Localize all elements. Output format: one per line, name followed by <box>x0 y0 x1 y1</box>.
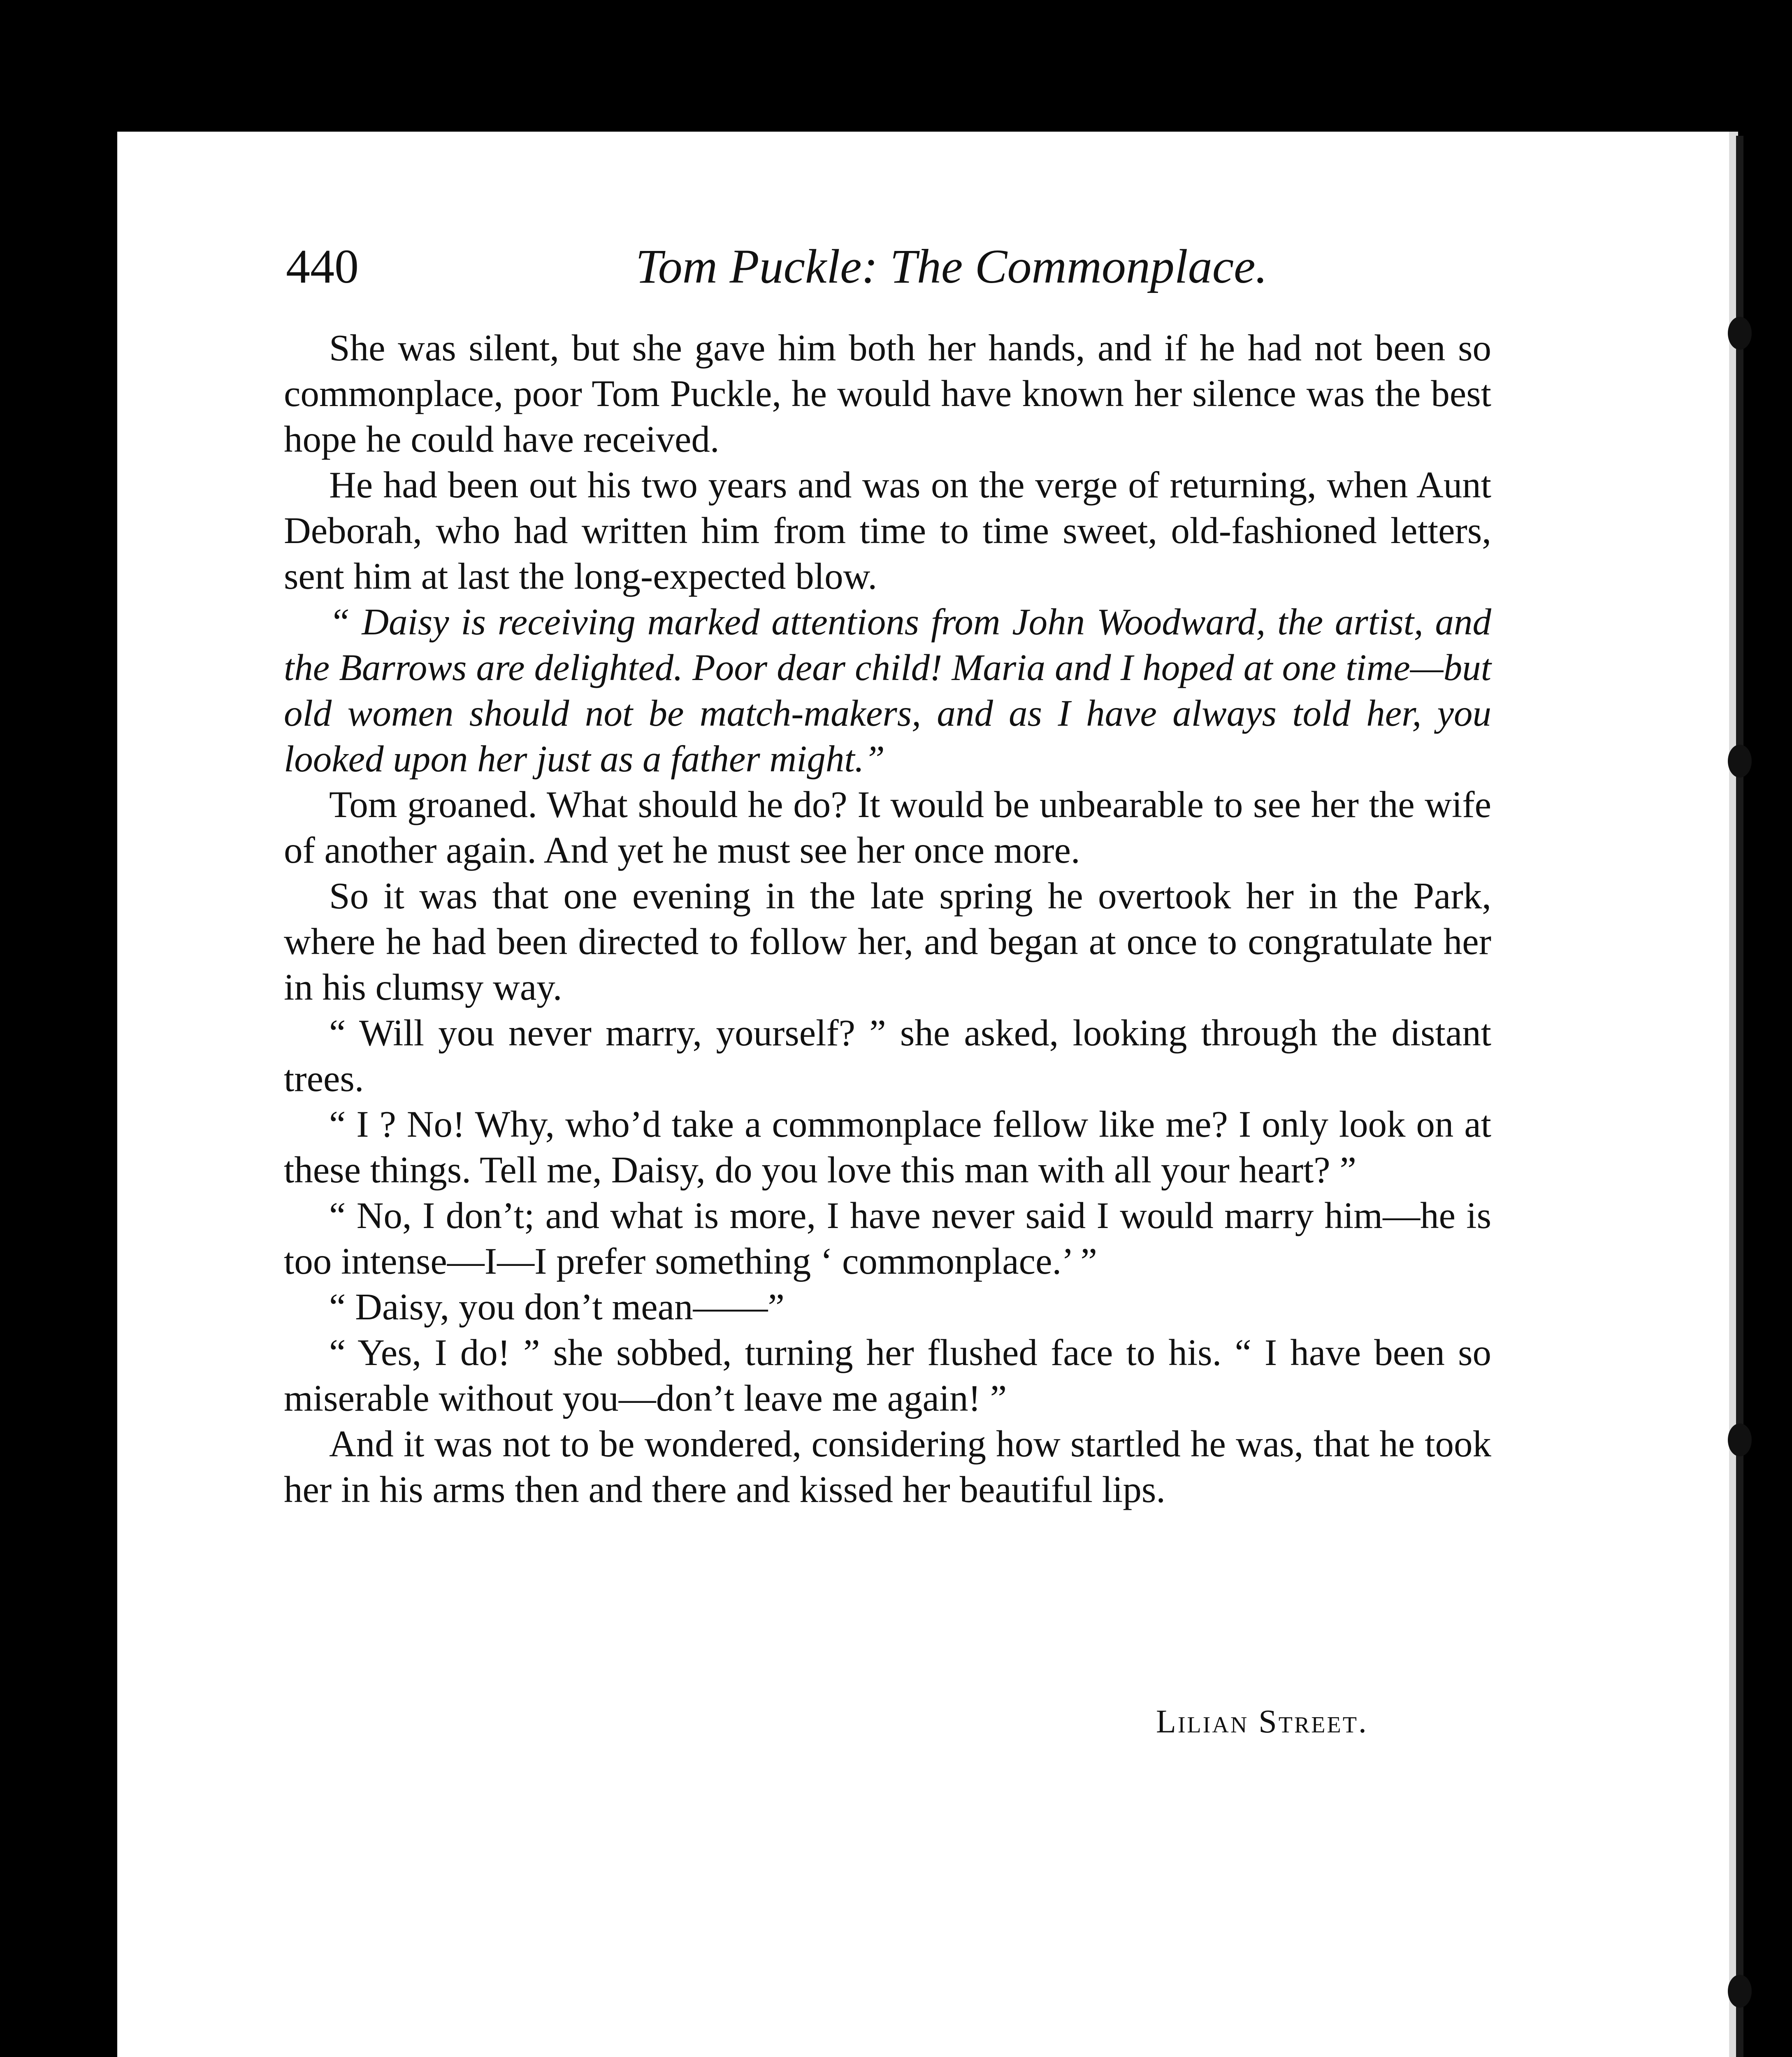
book-binding <box>1720 136 1759 2057</box>
paragraph: He had been out his two years and was on the verge of returning, when Aunt Deborah, who had written him from time to time sweet, old-fashioned letters, sent him at last the long-expected blow. <box>284 464 1491 597</box>
paragraph: She was silent, but she gave him both her hands, and if he had not been so commonplace, poor Tom Puckle, he would have known her silence was the best hope he could have received. <box>284 327 1491 460</box>
author-signature: Lilian Street. <box>1156 1704 1368 1740</box>
letter-quote: “ Daisy is receiving marked attentions from John Woodward, the artist, and the Barrows are delighted. Poor dear child! Maria and I hoped at one time—but old women should not be match-makers, and as I have always told her, you looked upon her just as a father might.” <box>284 601 1491 780</box>
binding-knot <box>1728 1975 1752 2008</box>
paragraph: “ I ? No! Why, who’d take a commonplace fellow like me? I only look on at these things. Tell me, Daisy, do you love this man with all your heart? ” <box>284 1103 1491 1191</box>
paragraph: “ Will you never marry, yourself? ” she asked, looking through the distant trees. <box>284 1012 1491 1099</box>
binding-strip <box>1736 136 1743 2057</box>
paragraph: “ No, I don’t; and what is more, I have never said I would marry him—he is too intense—I—I prefer something ‘ commonplace.’ ” <box>284 1195 1491 1282</box>
binding-knot <box>1728 745 1752 778</box>
paragraph: And it was not to be wondered, considering how startled he was, that he took her in his arms then and there and kissed her beautiful lips. <box>284 1423 1491 1510</box>
story-text <box>284 325 1491 1512</box>
binding-knot <box>1728 317 1752 350</box>
running-title: Tom Puckle: The Commonplace. <box>636 239 1267 293</box>
binding-knot <box>1728 1423 1752 1456</box>
page-number: 440 <box>286 239 359 293</box>
paragraph: Tom groaned. What should he do? It would be unbearable to see her the wife of another again. And yet he must see her once more. <box>284 784 1491 871</box>
paragraph: “ Yes, I do! ” she sobbed, turning her flushed face to his. “ I have been so miserable without you—don’t leave me again! ” <box>284 1332 1491 1419</box>
paragraph: So it was that one evening in the late spring he overtook her in the Park, where he had been directed to follow her, and began at once to congratulate her in his clumsy way. <box>284 875 1491 1008</box>
page-header <box>167 239 1512 296</box>
paragraph: “ Daisy, you don’t mean——” <box>329 1286 785 1328</box>
